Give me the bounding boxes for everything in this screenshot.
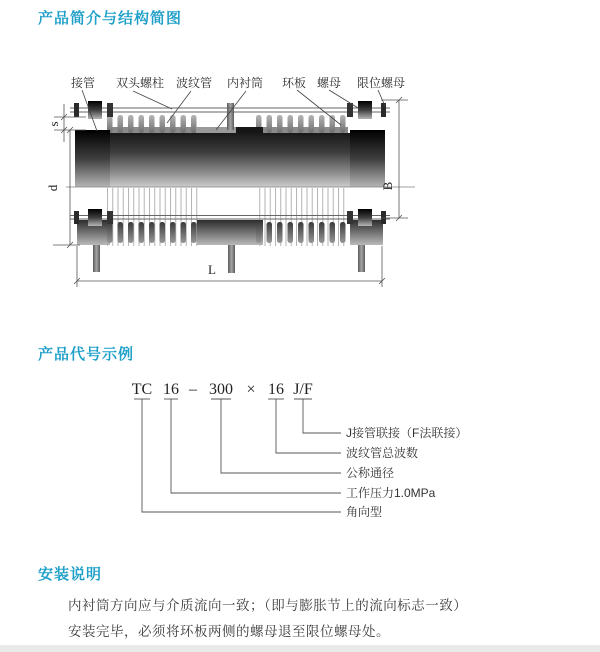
code-segments <box>132 381 313 398</box>
install-line-2: 安装完毕，必须将环板两侧的螺母退至限位螺母处。 <box>68 624 390 639</box>
section-title-install: 安装说明 <box>38 566 103 583</box>
dim-label-s: s <box>46 121 61 127</box>
dim-label-L: L <box>208 262 216 277</box>
install-instructions <box>68 593 548 645</box>
callout-nominal-diameter: 公称通径 <box>346 466 395 480</box>
code-segment-pressure: 16 <box>163 381 179 398</box>
part-label-ring-plate: 环板 <box>281 76 307 90</box>
dim-label-B: B <box>380 181 395 191</box>
code-callouts <box>346 425 467 519</box>
part-label-stud-bolt: 双头螺柱 <box>115 76 165 90</box>
part-label-inner-liner: 内衬筒 <box>226 76 264 90</box>
section-title-code: 产品代号示例 <box>38 346 135 363</box>
callout-connection: J接管联接（F法联接） <box>346 426 468 440</box>
callout-wave-count: 波纹管总波数 <box>346 446 419 460</box>
code-segment-dash: – <box>189 381 197 398</box>
code-segment-connection: J/F <box>293 381 313 398</box>
part-label-bellows: 波纹管 <box>175 76 213 90</box>
bellows-lower-section <box>77 188 383 273</box>
install-line-1: 内衬筒方向应与介质流向一致；（即与膨胀节上的流向标志一致） <box>68 598 468 613</box>
callout-working-pressure: 工作压力1.0MPa <box>346 486 436 500</box>
code-callout-lines <box>134 399 341 512</box>
part-label-nut: 螺母 <box>316 76 342 90</box>
code-segment-diameter: 300 <box>209 381 233 398</box>
page-bottom-edge <box>0 645 600 652</box>
callout-angular-type: 角向型 <box>346 505 383 519</box>
section-title-intro: 产品简介与结构简图 <box>38 10 183 27</box>
code-segment-type: TC <box>131 381 153 398</box>
dim-label-d: d <box>45 184 60 192</box>
part-label-limit-nut: 限位螺母 <box>356 76 406 90</box>
structure-diagram <box>30 68 450 298</box>
code-segment-waves: 16 <box>268 381 284 398</box>
part-label-connection-pipe: 接管 <box>70 76 96 90</box>
code-segment-times: × <box>246 381 256 398</box>
product-code-figure <box>120 372 480 527</box>
part-labels <box>71 75 405 90</box>
